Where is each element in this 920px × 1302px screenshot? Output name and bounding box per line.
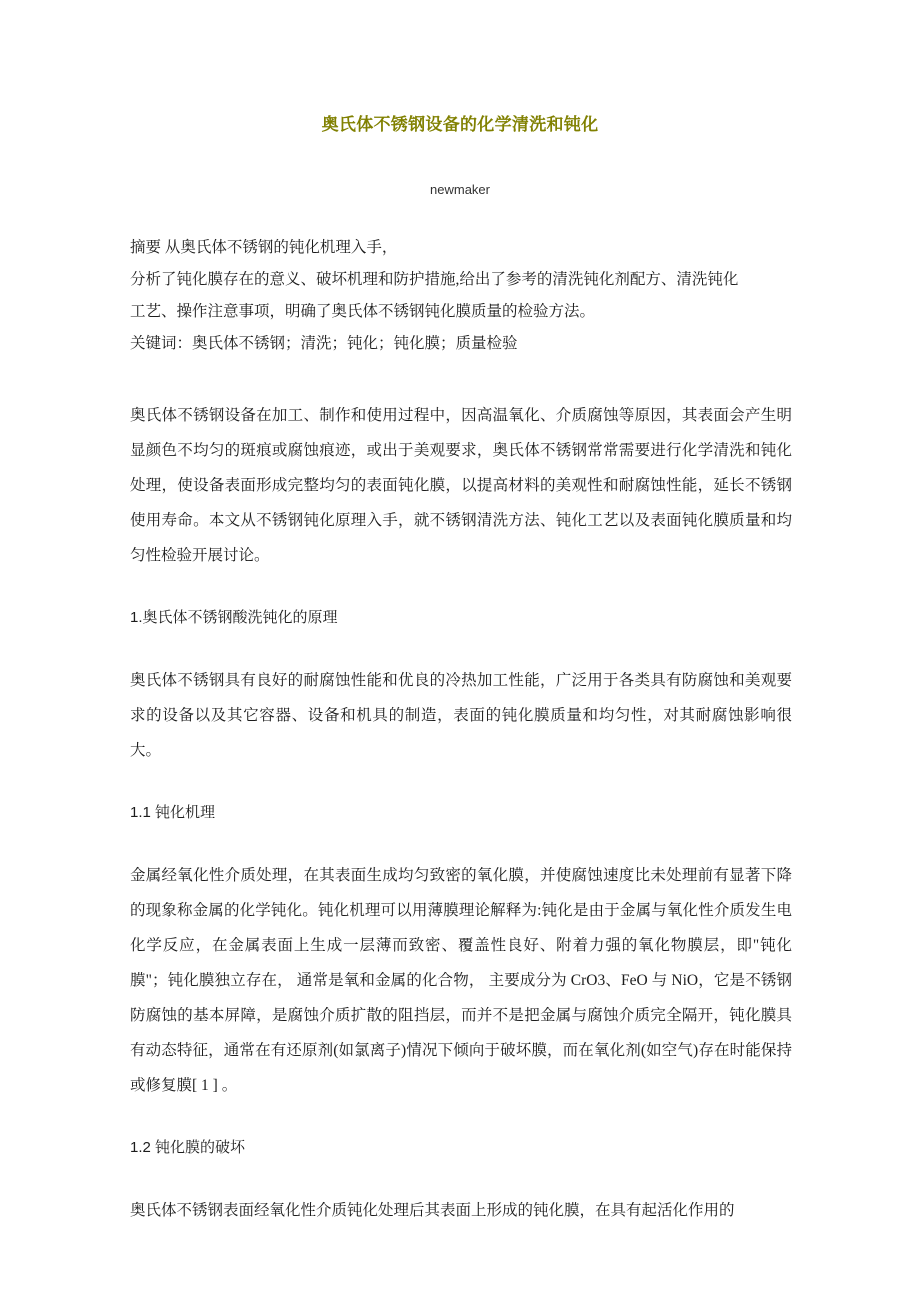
section-heading-1-1: 1.1 钝化机理 <box>130 804 216 821</box>
spacer <box>130 768 792 798</box>
document-author: newmaker <box>430 182 490 197</box>
abstract-line-3: 工艺、操作注意事项，明确了奥氏体不锈钢钝化膜质量的检验方法。 <box>130 303 596 320</box>
abstract-block <box>130 232 792 360</box>
page-title: 奥氏体不锈钢设备的化学清洗和钝化 <box>321 115 599 134</box>
spacer <box>130 360 792 398</box>
abstract-keywords: 关键词：奥氏体不锈钢；清洗；钝化；钝化膜；质量检验 <box>130 335 518 352</box>
spacer <box>130 633 792 663</box>
spacer <box>130 1163 792 1193</box>
document-body <box>130 232 792 1228</box>
spacer <box>130 1103 792 1133</box>
section-paragraph-1-2: 奥氏体不锈钢表面经氧化性介质钝化处理后其表面上形成的钝化膜，在具有起活化作用的 <box>130 1202 735 1219</box>
abstract-line-2: 分析了钝化膜存在的意义、破坏机理和防护措施,给出了参考的清洗钝化剂配方、清洗钝化 <box>130 271 739 288</box>
section-heading-1: 1.奥氏体不锈钢酸洗钝化的原理 <box>130 609 338 626</box>
spacer <box>130 573 792 603</box>
section-paragraph-1: 奥氏体不锈钢具有良好的耐腐蚀性能和优良的冷热加工性能，广泛用于各类具有防腐蚀和美观要求的设备以及其它容器、设备和机具的制造，表面的钝化膜质量和均匀性，对其耐腐蚀影响很大。 <box>130 672 792 759</box>
intro-paragraph: 奥氏体不锈钢设备在加工、制作和使用过程中，因高温氧化、介质腐蚀等原因，其表面会产生明显颜色不均匀的斑痕或腐蚀痕迹，或出于美观要求，奥氏体不锈钢常常需要进行化学清洗和钝化处理，使设备表面形成完整均匀的表面钝化膜，以提高材料的美观性和耐腐蚀性能，延长不锈钢使用寿命。本文从不锈钢钝化原理入手，就不锈钢清洗方法、钝化工艺以及表面钝化膜质量和均匀性检验开展讨论。 <box>130 407 792 564</box>
section-heading-1-2: 1.2 钝化膜的破坏 <box>130 1139 246 1156</box>
section-paragraph-1-1: 金属经氧化性介质处理，在其表面生成均匀致密的氧化膜，并使腐蚀速度比未处理前有显著下降的现象称金属的化学钝化。钝化机理可以用薄膜理论解释为:钝化是由于金属与氧化性介质发生电化学反应，在金属表面上生成一层薄而致密、覆盖性良好、附着力强的氧化物膜层，即"钝化膜"；钝化膜独立存在， 通常是氧和金属的化合物， 主要成分为 CrO3、FeO 与 NiO，它是不锈钢防腐蚀的基本屏障，是腐蚀介质扩散的阻挡层，而并不是把金属与腐蚀介质完全隔开，钝化膜具有动态特征，通常在有还原剂(如氯离子)情况下倾向于破坏膜，而在氧化剂(如空气)存在时能保持或修复膜[ 1 ] 。 <box>130 867 792 1094</box>
spacer <box>130 828 792 858</box>
abstract-line-1: 摘要 从奥氏体不锈钢的钝化机理入手， <box>130 239 398 256</box>
